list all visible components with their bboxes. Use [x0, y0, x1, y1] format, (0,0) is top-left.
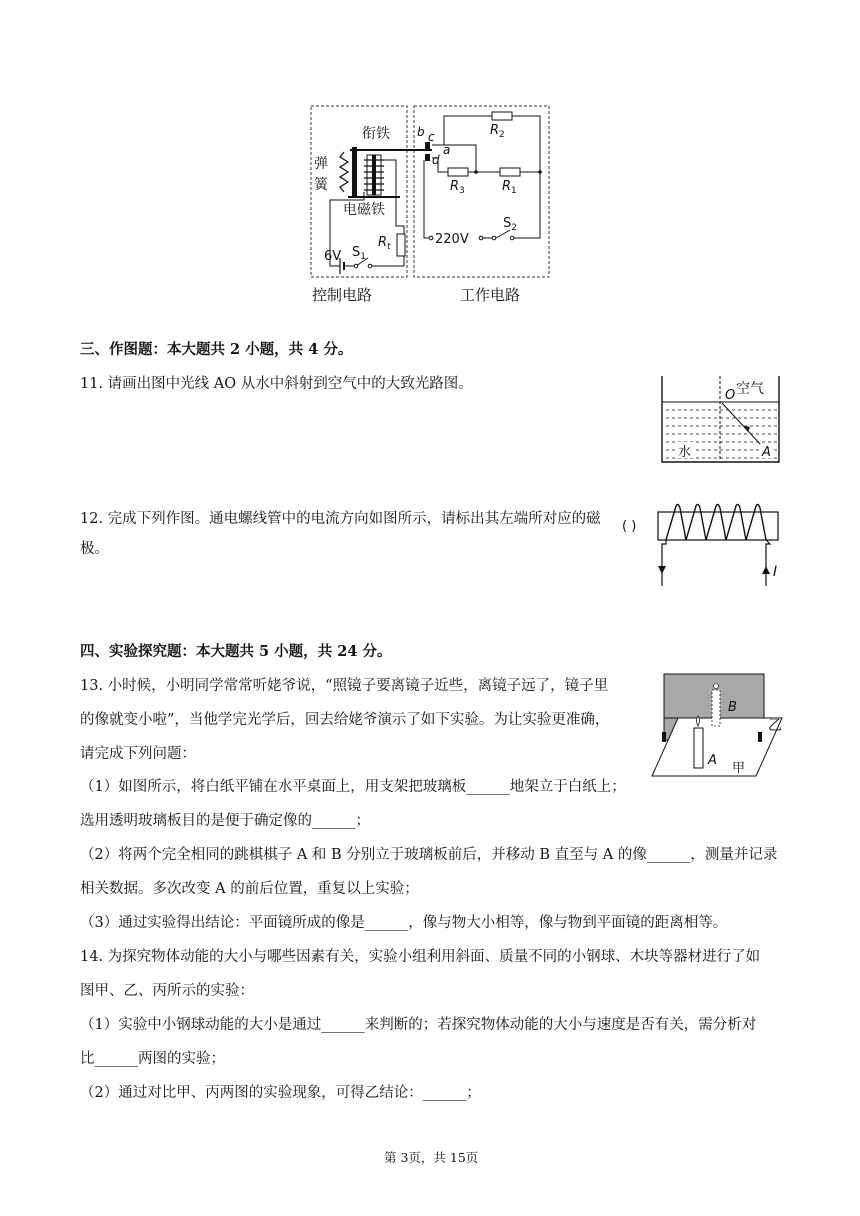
question-13-part-2-line-1: （2）将两个完全相同的跳棋棋子 A 和 B 分别立于玻璃板前后，并移动 B 直至与 A 的像______，测量并记录	[80, 847, 778, 863]
six-v-label: 6V	[324, 249, 342, 264]
question-11: 11. 请画出图中光线 AO 从水中斜射到空气中的大致光路图。	[80, 376, 473, 392]
section-4-heading: 四、实验探究题：本大题共 5 小题，共 24 分。	[80, 643, 392, 660]
solenoid-figure	[620, 500, 785, 592]
r3-label: $R_3$	[450, 179, 465, 196]
page-footer: 第 3页，共 15页	[384, 1150, 479, 1165]
work-circuit-caption: 工作电路	[460, 286, 521, 304]
question-13-line-2: 的像就变小啦”，当他学完光学后，回去给姥爷演示了如下实验。为让实验更准确，	[80, 712, 610, 728]
question-13-part-3: （3）通过实验得出结论：平面镜所成的像是______，像与物大小相等，像与物到平面镜的距离相等。	[80, 915, 728, 931]
contact-b: b	[417, 125, 425, 139]
contact-c: c	[428, 130, 435, 144]
v220-label: 220V	[435, 232, 469, 247]
contact-a: a	[443, 143, 451, 157]
plane-mirror-figure	[648, 668, 786, 782]
rt-label: $R_t$	[378, 235, 391, 252]
jia-label: 甲	[732, 761, 746, 776]
question-13-part-1-line-2: 选用透明玻璃板目的是便于确定像的______；	[80, 813, 370, 829]
spring-label-1: 弹	[314, 156, 328, 172]
question-14-part-2: （2）通过对比甲、丙两图的实验现象，可得乙结论：______；	[80, 1085, 481, 1101]
question-13-part-1-line-1: （1）如图所示，将白纸平铺在水平桌面上，用支架把玻璃板______地架立于白纸上；	[80, 779, 626, 795]
candle-a-label: A	[708, 753, 717, 768]
r2-label: $R_2$	[490, 123, 505, 140]
question-14-line-1: 14. 为探究物体动能的大小与哪些因素有关，实验小组利用斜面、质量不同的小钢球、木块等器材进行了如	[80, 949, 761, 965]
control-circuit-caption: 控制电路	[312, 286, 373, 304]
pole-blank: ( )	[622, 519, 637, 534]
current-i-label: I	[773, 564, 778, 580]
r1-label: $R_1$	[502, 179, 517, 196]
electromagnet-label: 电磁铁	[343, 202, 385, 218]
section-3-heading: 三、作图题：本大题共 2 小题，共 4 分。	[80, 341, 353, 358]
question-13-line-1: 13. 小时候，小明同学常常听姥爷说，“照镜子要离镜子近些，离镜子远了，镜子里	[80, 678, 609, 694]
relay-circuit-figure	[300, 100, 560, 310]
spring-label-2: 簧	[314, 177, 328, 193]
yi-label: 乙	[768, 718, 782, 734]
air-label: 空气	[736, 381, 764, 397]
question-14-part-1-line-2: 比______两图的实验；	[80, 1051, 225, 1067]
contact-d: d	[432, 153, 440, 167]
s2-label: $S_2$	[503, 216, 517, 233]
question-14-part-1-line-1: （1）实验中小钢球动能的大小是通过______来判断的；若探究物体动能的大小与速度是否有关，需分析对	[80, 1017, 757, 1033]
question-13-part-2-line-2: 相关数据。多次改变 A 的前后位置，重复以上实验；	[80, 881, 419, 897]
water-refraction-figure	[656, 372, 786, 468]
question-12-line-2: 极。	[80, 541, 109, 557]
question-12-line-1: 12. 完成下列作图。通电螺线管中的电流方向如图所示，请标出其左端所对应的磁	[80, 511, 601, 527]
point-o-label: O	[725, 388, 736, 403]
armature-label: 衔铁	[362, 126, 390, 142]
s1-label: $S_1$	[352, 245, 366, 262]
water-label: 水	[678, 445, 692, 460]
question-13-line-3: 请完成下列问题：	[80, 746, 196, 762]
question-14-line-2: 图甲、乙、丙所示的实验：	[80, 983, 254, 999]
candle-b-label: B	[728, 700, 737, 715]
point-a-label: A	[762, 445, 771, 460]
